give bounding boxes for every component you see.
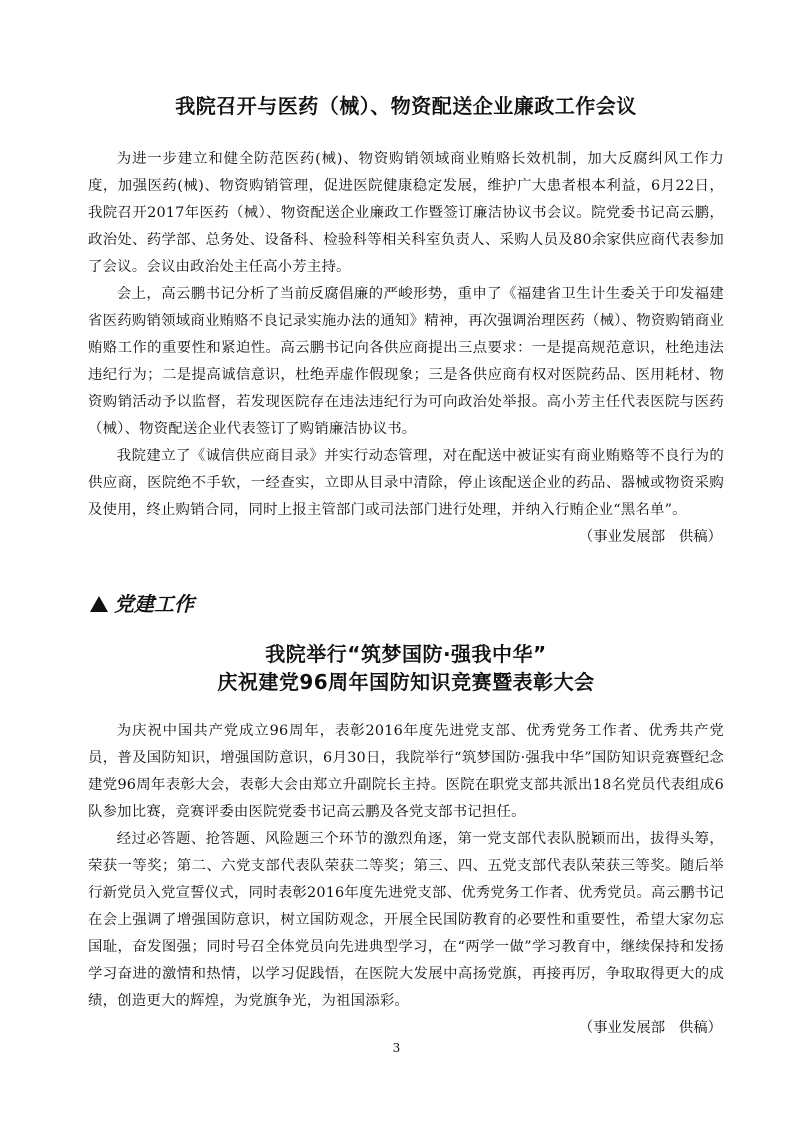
section-header: [90, 590, 194, 618]
article-paragraph: 经过必答题、抢答题、风险题三个环节的激烈角逐，第一党支部代表队脱颖而出，拔得头筹，荣获一等奖；第二、六党支部代表队荣获二等奖；第三、四、五党支部代表队荣获三等奖。随后举行新党员入党宣誓仪式，同时表彰2016年度先进党支部、优秀党务工作者、优秀党员。高云鹏书记在会上强调了增强国防意识，树立国防观念，开展全民国防教育的必要性和重要性，希望大家勿忘国耻，奋发图强；同时号召全体党员向先进典型学习，在“两学一做”学习教育中，继续保持和发扬学习奋进的激情和热情，以学习促践悟，在医院大发展中高扬党旗，再接再厉，争取取得更大的成绩，创造更大的辉煌，为党旗争光，为祖国添彩。: [88, 831, 724, 1009]
article-paragraph: 为进一步建立和健全防范医药(械)、物资购销领域商业贿赂长效机制，加大反腐纠风工作力度，加强医药(械)、物资购销管理，促进医院健康稳定发展，维护广大患者根本利益，6月22日，我院召开2017年医药（械）、物资配送企业廉政工作暨签订廉洁协议书会议。院党委书记高云鹏，政治处、药学部、总务处、设备科、检验科等相关科室负责人、采购人员及80余家供应商代表参加了会议。会议由政治处主任高小芳主持。: [88, 151, 724, 275]
article-title-line1: 我院举行“筑梦国防·强我中华”: [265, 642, 547, 666]
section-label: 党建工作: [114, 592, 194, 616]
article-title: [88, 640, 724, 696]
article-credit: （事业发展部 供稿）: [578, 529, 722, 545]
article-credit: （事业发展部 供稿）: [578, 1020, 722, 1036]
page-number: 3: [392, 1041, 401, 1055]
article-title: 我院召开与医药（械）、物资配送企业廉政工作会议: [175, 94, 637, 118]
article-procurement-meeting: [88, 92, 724, 551]
article-defense-quiz: [88, 640, 724, 1042]
article-paragraph: 我院建立了《诚信供应商目录》并实行动态管理，对在配送中被证实有商业贿赂等不良行为的供应商，医院绝不手软，一经查实，立即从目录中清除，停止该配送企业的药品、器械或物资采购及使用，终止购销合同，同时上报主管部门或司法部门进行处理，并纳入行贿企业“黑名单”。: [88, 448, 724, 518]
article-paragraph: 为庆祝中国共产党成立96周年，表彰2016年度先进党支部、优秀党务工作者、优秀共产党员，普及国防知识，增强国防意识，6月30日，我院举行“筑梦国防·强我中华”国防知识竞赛暨纪念建党96周年表彰大会，表彰大会由郑立升副院长主持。医院在职党支部共派出18名党员代表组成6队参加比赛，竞赛评委由医院党委书记高云鹏及各党支部书记担任。: [88, 723, 724, 820]
article-title-line2: 庆祝建党96周年国防知识竞赛暨表彰大会: [217, 670, 595, 694]
triangle-up-icon: [90, 596, 108, 612]
article-paragraph: 会上，高云鹏书记分析了当前反腐倡廉的严峻形势，重申了《福建省卫生计生委关于印发福建省医药购销领域商业贿赂不良记录实施办法的通知》精神，再次强调治理医药（械）、物资购销商业贿赂工作的重要性和紧迫性。高云鹏书记向各供应商提出三点要求：一是提高规范意识，杜绝违法违纪行为；二是提高诚信意识，杜绝弄虚作假现象；三是各供应商有权对医院药品、医用耗材、物资购销活动予以监督，若发现医院存在违法违纪行为可向政治处举报。高小芳主任代表医院与医药（械）、物资配送企业代表签订了购销廉洁协议书。: [88, 286, 724, 437]
